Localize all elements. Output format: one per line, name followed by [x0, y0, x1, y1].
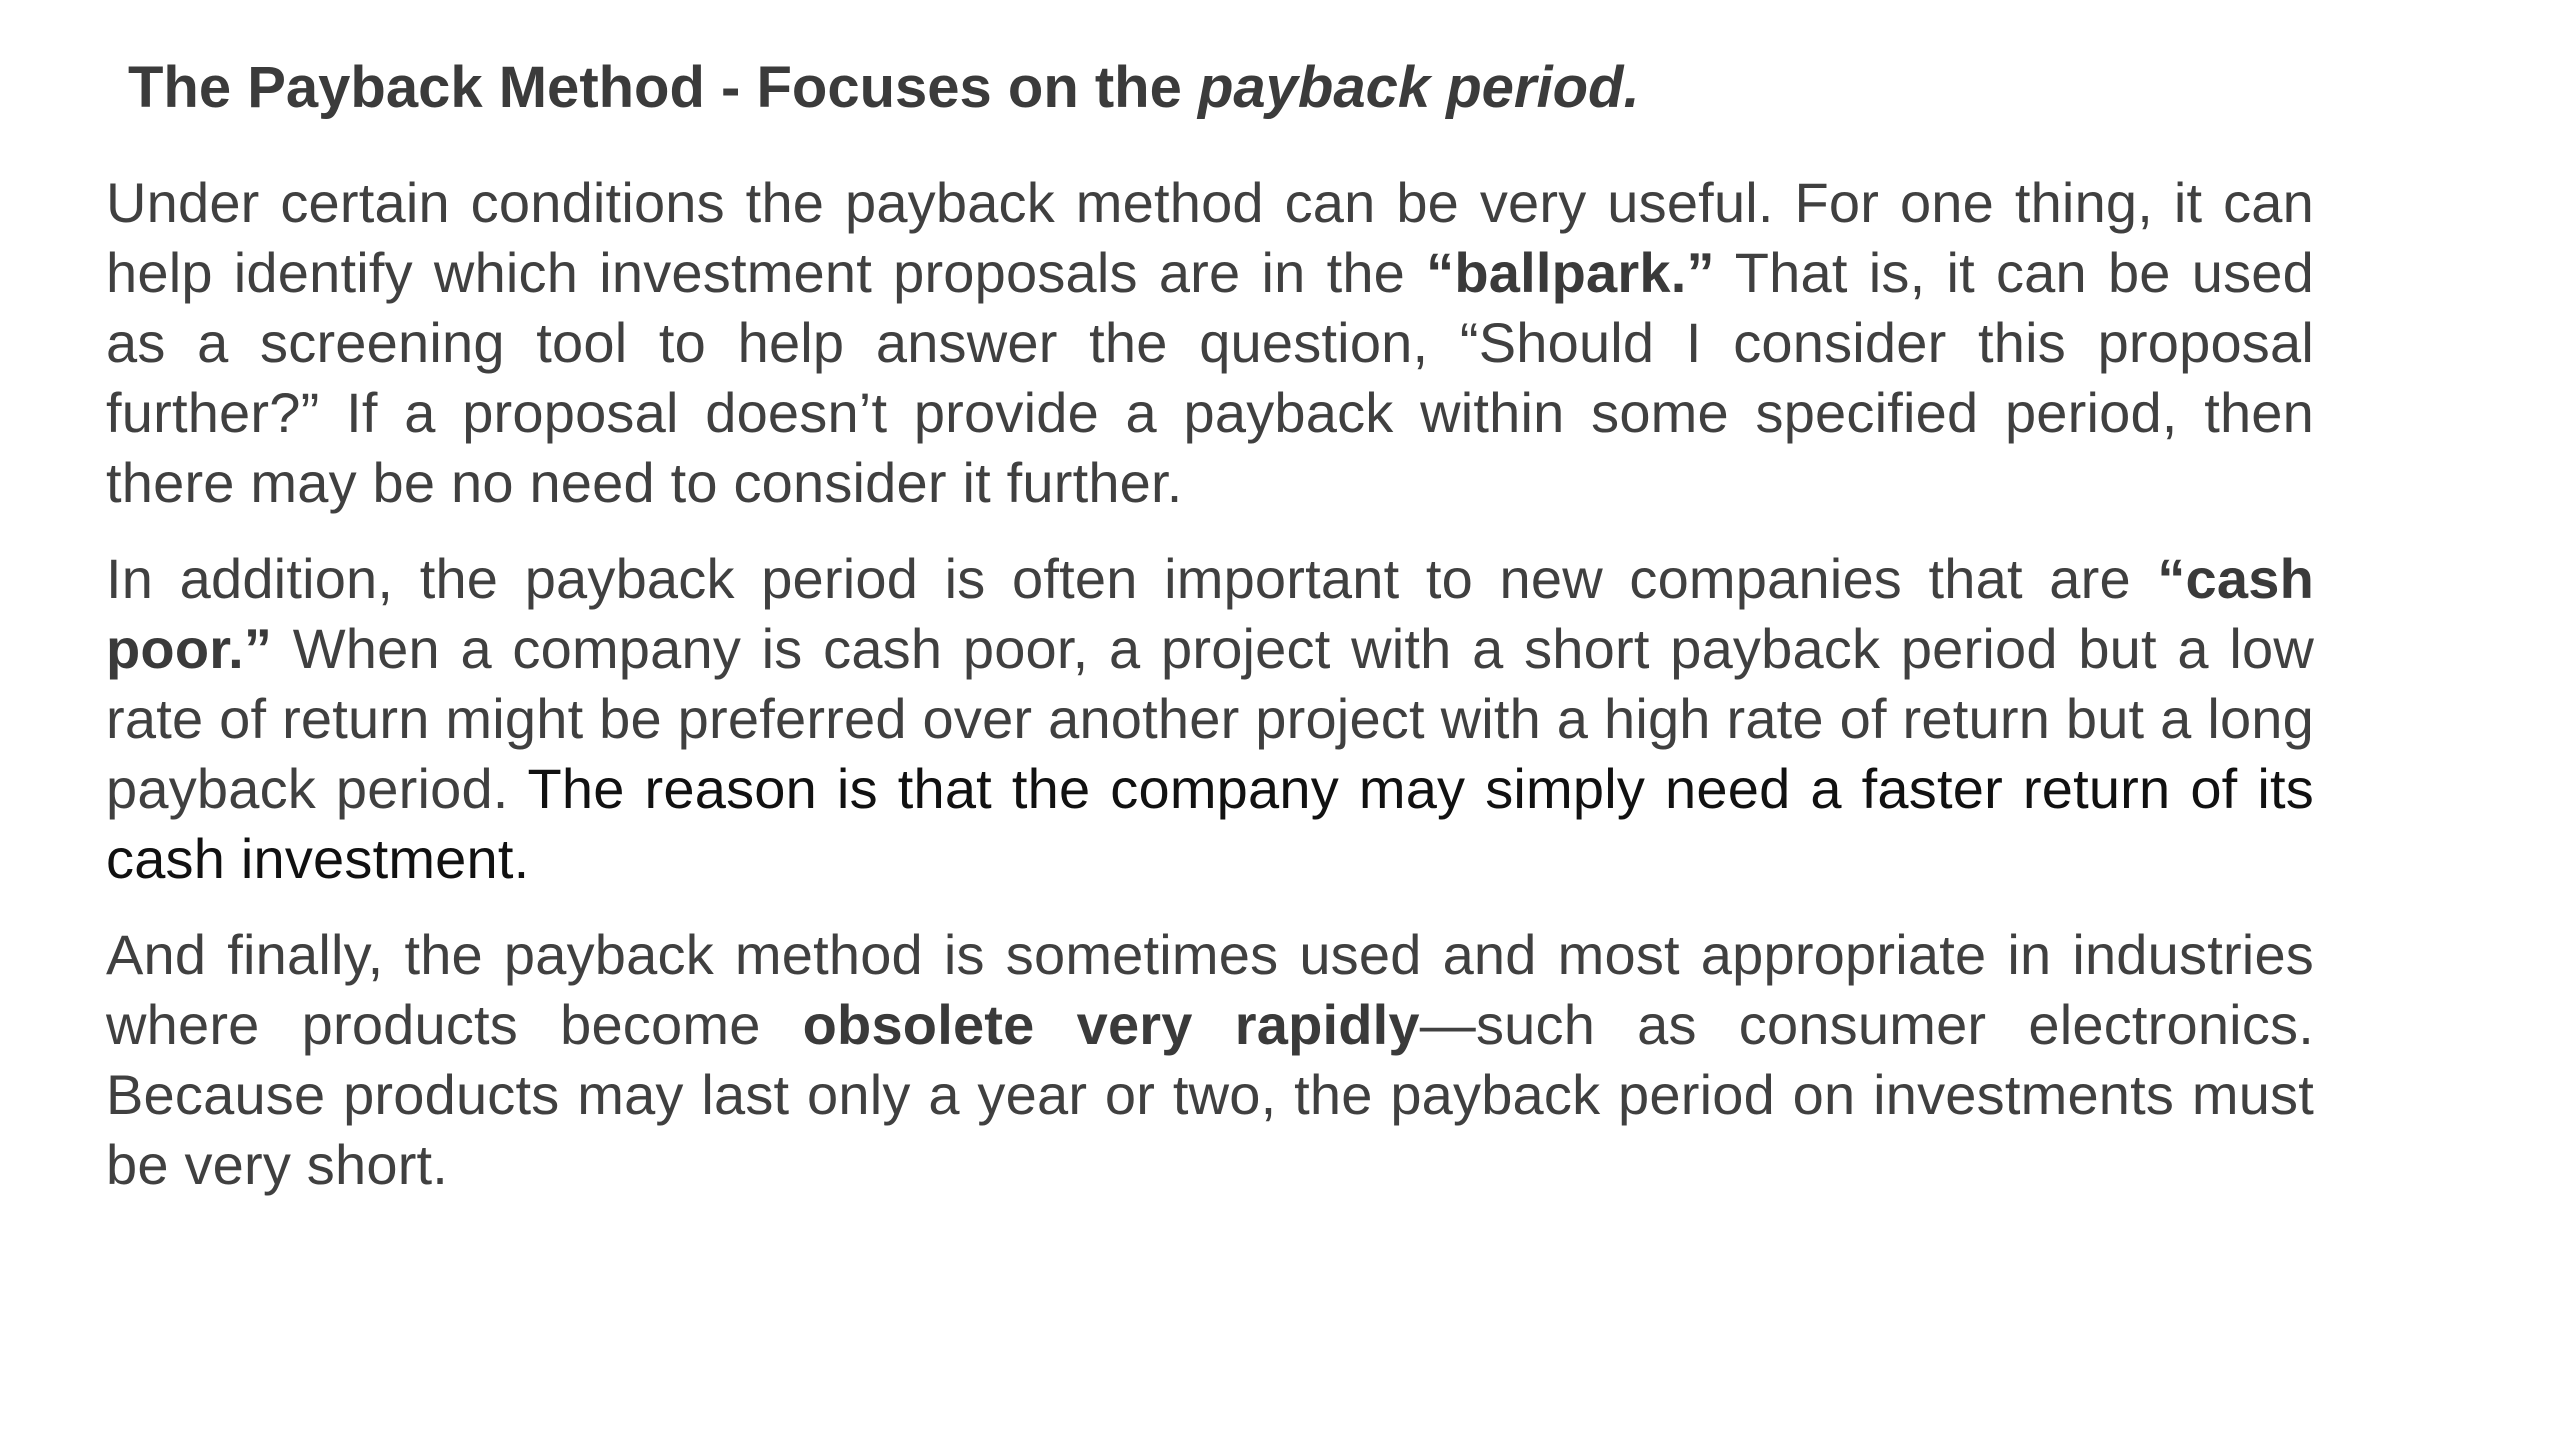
bold-obsolete: obsolete very rapidly [802, 993, 1420, 1056]
bold-ballpark: “ballpark.” [1426, 241, 1715, 304]
paragraph-text: And finally, the payback method is sometimes used and most appropriate in industries where products become [106, 923, 2314, 1056]
paragraph-text: In addition, the payback period is often important to new companies that are [106, 547, 2158, 610]
paragraph-obsolescence [106, 920, 2314, 1200]
slide-body [106, 168, 2314, 1226]
paragraph-usefulness [106, 168, 2314, 518]
bold-cash-poor: “cash poor.” [106, 547, 2314, 680]
title-emphasis: payback period. [1197, 55, 1640, 120]
title-text: The Payback Method - Focuses on the [128, 55, 1198, 120]
paragraph-text: When a company is cash poor, a project with a short payback period but a low rate of return might be preferred over another project with a high rate of return but a long payback period. [106, 617, 2314, 820]
paragraph-cash-poor [106, 544, 2314, 894]
paragraph-text: Under certain conditions the payback method can be very useful. For one thing, it can help identify which investment proposals are in the [106, 171, 2314, 304]
paragraph-text: —such as consumer electronics. Because products may last only a year or two, the payback period on investments must be very short. [106, 993, 2314, 1196]
paragraph-text-emphasized: The reason is that the company may simply need a faster return of its cash investment. [106, 757, 2314, 890]
paragraph-text: That is, it can be used as a screening tool to help answer the question, “Should I consider this proposal further?” If a proposal doesn’t provide a payback within some specified period, then there may be no need to consider it further. [106, 241, 2314, 514]
slide-title [128, 50, 1640, 126]
